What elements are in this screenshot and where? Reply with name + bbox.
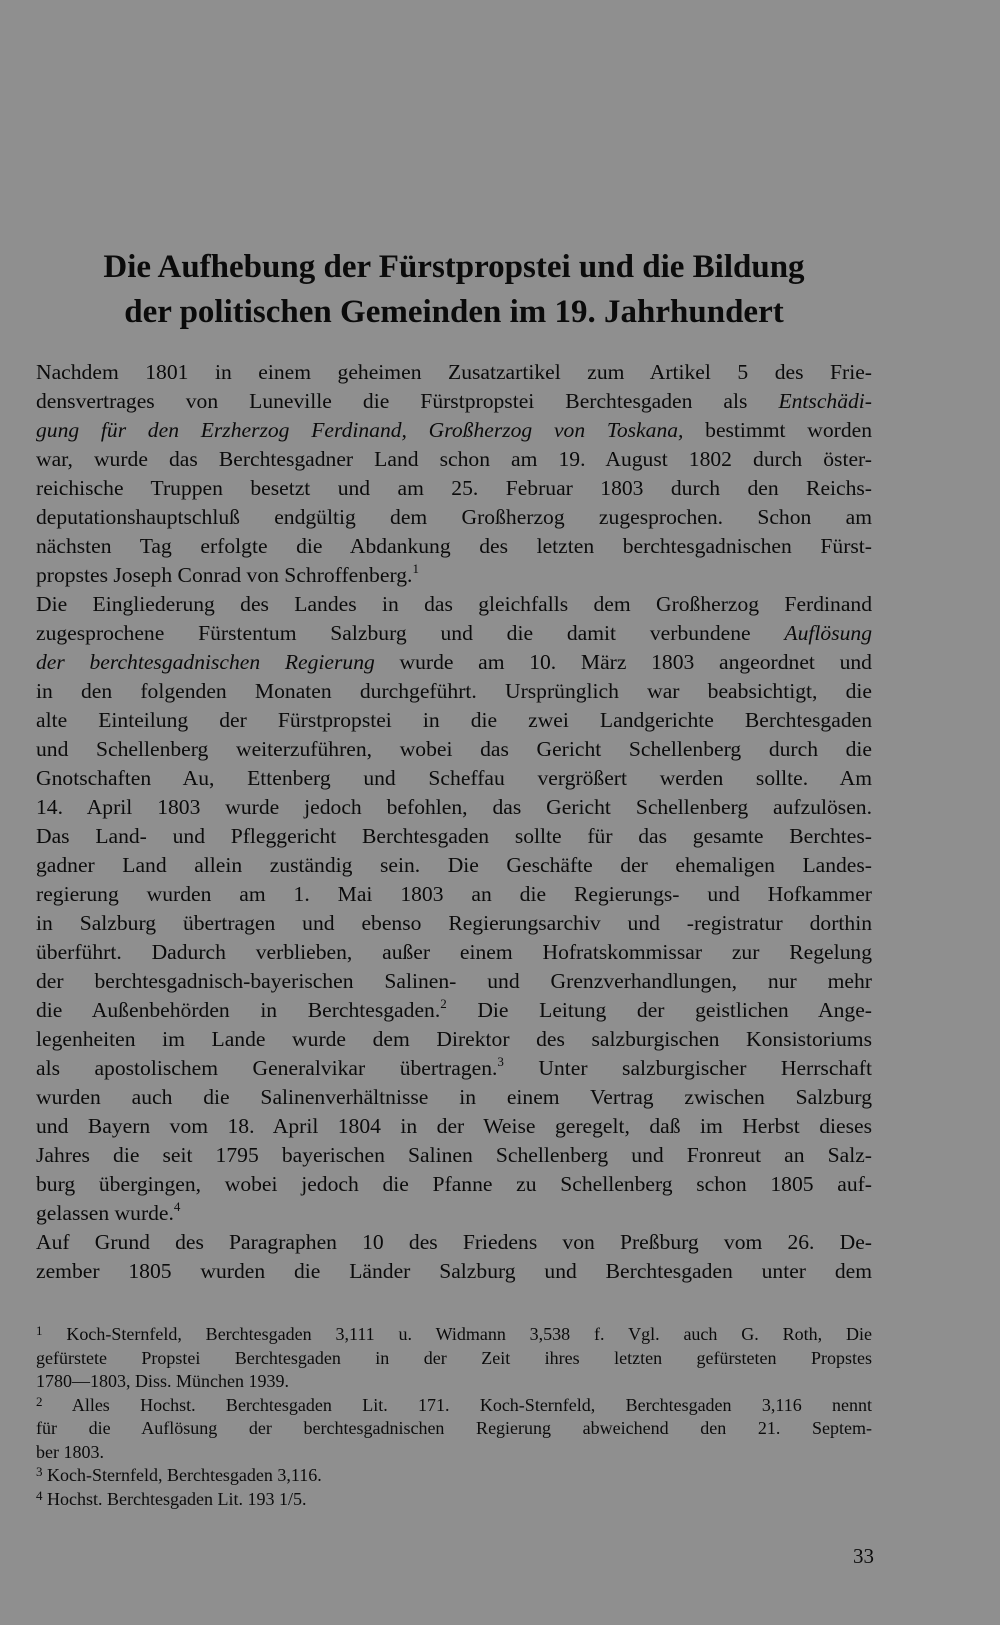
text-run: Alles Hochst. Berchtesgaden Lit. 171. Koch-Sternfeld, Berchtesgaden 3,116 nennt — [42, 1394, 872, 1415]
footnote-marker: 1 — [36, 1323, 43, 1338]
footnote-marker: 3 — [36, 1464, 43, 1479]
text-run: bestimmt worden — [683, 418, 872, 442]
body-text-line — [36, 967, 872, 996]
body-text-line — [36, 358, 872, 387]
text-run: reichische Truppen besetzt und am 25. Februar 1803 durch den Reichs- — [36, 476, 872, 500]
text-run: zember 1805 wurden die Länder Salzburg und Berchtesgaden unter dem — [36, 1259, 872, 1283]
text-run: Auf Grund des Paragraphen 10 des Friedens von Preßburg vom 26. De- — [36, 1230, 872, 1254]
text-run: alte Einteilung der Fürstpropstei in die zwei Landgerichte Berchtesgaden — [36, 708, 872, 732]
body-text-line — [36, 1083, 872, 1112]
text-run: wurde am 10. März 1803 angeordnet und — [374, 650, 872, 674]
body-text-line — [36, 503, 872, 532]
text-run: nächsten Tag erfolgte die Abdankung des letzten berchtesgadnischen Fürst- — [36, 534, 872, 558]
body-text-line — [36, 1257, 872, 1286]
body-text-line — [36, 706, 872, 735]
footnote-marker: 2 — [36, 1393, 43, 1409]
body-text-line — [36, 677, 872, 706]
text-run: in Salzburg übertragen und ebenso Regierungsarchiv und -registratur dorthin — [36, 911, 872, 935]
footnote-line — [36, 1464, 872, 1488]
text-run: gadner Land allein zuständig sein. Die Geschäfte der ehemaligen Landes- — [36, 853, 872, 877]
footnote-line — [36, 1347, 872, 1371]
italic-phrase: gung für den Erzherzog Ferdinand, Großherzog von Toskana, — [36, 418, 684, 442]
body-text-line — [36, 822, 872, 851]
text-run: 1780—1803, Diss. München 1939. — [36, 1371, 289, 1391]
body-text-line — [36, 619, 872, 648]
text-run: densvertrages von Luneville die Fürstpropstei Berchtesgaden als — [36, 389, 779, 413]
footnote-reference: 1 — [412, 561, 419, 576]
text-run: war, wurde das Berchtesgadner Land schon am 19. August 1802 durch öster- — [36, 447, 872, 471]
body-text-line — [36, 735, 872, 764]
body-text — [36, 358, 872, 1286]
text-run: wurden auch die Salinenverhältnisse in einem Vertrag zwischen Salzburg — [36, 1085, 872, 1109]
text-run: Das Land- und Pfleggericht Berchtesgaden sollte für das gesamte Berchtes- — [36, 824, 872, 848]
body-text-line — [36, 1228, 872, 1257]
body-text-line — [36, 474, 872, 503]
footnote-line — [36, 1417, 872, 1441]
text-run: deputationshauptschluß endgültig dem Großherzog zugesprochen. Schon am — [36, 505, 872, 529]
body-text-line — [36, 445, 872, 474]
page-number: 33 — [853, 1544, 874, 1568]
body-text-line — [36, 1112, 872, 1141]
body-text-line — [36, 532, 872, 561]
body-text-line — [36, 416, 872, 445]
footnote-line — [36, 1488, 872, 1512]
body-text-line — [36, 590, 872, 619]
text-run: für die Auflösung der berchtesgadnischen Regierung abweichend den 21. Septem- — [36, 1418, 872, 1438]
body-text-line — [36, 648, 872, 677]
body-text-line — [36, 1170, 872, 1199]
chapter-title — [36, 245, 872, 335]
body-text-line — [36, 764, 872, 793]
body-text-line — [36, 387, 872, 416]
text-run: legenheiten im Lande wurde dem Direktor des salzburgischen Konsistoriums — [36, 1027, 872, 1051]
text-run: burg übergingen, wobei jedoch die Pfanne zu Schellenberg schon 1805 auf- — [36, 1172, 872, 1196]
italic-phrase: Entschädi- — [778, 389, 872, 413]
italic-phrase: der berchtesgadnischen Regierung — [36, 650, 375, 674]
body-text-line — [36, 1199, 872, 1228]
body-text-line — [36, 880, 872, 909]
text-run: in den folgenden Monaten durchgeführt. Ursprünglich war beabsichtigt, die — [36, 679, 872, 703]
text-run: regierung wurden am 1. Mai 1803 an die Regierungs- und Hofkammer — [36, 882, 872, 906]
text-run: Hochst. Berchtesgaden Lit. 193 1/5. — [42, 1488, 307, 1509]
text-run: Nachdem 1801 in einem geheimen Zusatzartikel zum Artikel 5 des Frie- — [36, 360, 872, 384]
body-text-line — [36, 1141, 872, 1170]
text-run: Koch-Sternfeld, Berchtesgaden 3,111 u. Widmann 3,538 f. Vgl. auch G. Roth, Die — [42, 1324, 872, 1344]
body-text-line — [36, 851, 872, 880]
chapter-title-line-1: Die Aufhebung der Fürstpropstei und die Bildung — [103, 249, 805, 285]
text-run: Die Leitung der geistlichen Ange- — [446, 998, 872, 1022]
footnotes — [36, 1323, 872, 1511]
text-run: Unter salzburgischer Herrschaft — [503, 1056, 872, 1080]
text-run: und Schellenberg weiterzuführen, wobei das Gericht Schellenberg durch die — [36, 737, 872, 761]
footnote-line — [36, 1370, 872, 1394]
footnote-marker: 4 — [36, 1487, 43, 1503]
document-page — [36, 0, 872, 1625]
footnote-line — [36, 1323, 872, 1347]
body-text-line — [36, 938, 872, 967]
body-text-line — [36, 793, 872, 822]
footnote-reference: 4 — [173, 1199, 181, 1214]
body-text-line — [36, 1025, 872, 1054]
text-run: gefürstete Propstei Berchtesgaden in der Zeit ihres letzten gefürsteten Propstes — [36, 1347, 872, 1368]
text-run: überführt. Dadurch verblieben, außer einem Hofratskommissar zur Regelung — [36, 940, 872, 964]
footnote-reference: 2 — [440, 996, 447, 1011]
text-run: ber 1803. — [36, 1441, 104, 1462]
text-run: die Außenbehörden in Berchtesgaden. — [36, 998, 441, 1022]
text-run: Jahres die seit 1795 bayerischen Salinen Schellenberg und Fronreut an Salz- — [36, 1143, 872, 1167]
footnote-line — [36, 1441, 872, 1465]
footnote-reference: 3 — [497, 1054, 504, 1069]
body-text-line — [36, 1054, 872, 1083]
body-text-line — [36, 909, 872, 938]
text-run: gelassen wurde. — [36, 1201, 174, 1225]
text-run: Die Eingliederung des Landes in das gleichfalls dem Großherzog Ferdinand — [36, 592, 872, 616]
text-run: 14. April 1803 wurde jedoch befohlen, das Gericht Schellenberg aufzulösen. — [36, 795, 872, 819]
chapter-title-line-2: der politischen Gemeinden im 19. Jahrhundert — [124, 294, 784, 330]
text-run: als apostolischem Generalvikar übertragen. — [36, 1056, 498, 1080]
text-run: zugesprochene Fürstentum Salzburg und die damit verbundene — [36, 621, 785, 645]
text-run: Koch-Sternfeld, Berchtesgaden 3,116. — [42, 1465, 322, 1485]
italic-phrase: Auflösung — [784, 621, 872, 645]
body-text-line — [36, 561, 872, 590]
text-run: propstes Joseph Conrad von Schroffenberg. — [36, 563, 413, 587]
text-run: Gnotschaften Au, Ettenberg und Scheffau vergrößert werden sollte. Am — [36, 766, 872, 790]
body-text-line — [36, 996, 872, 1025]
text-run: und Bayern vom 18. April 1804 in der Weise geregelt, daß im Herbst dieses — [36, 1114, 872, 1138]
footnote-line — [36, 1394, 872, 1418]
text-run: der berchtesgadnisch-bayerischen Salinen- und Grenzverhandlungen, nur mehr — [36, 969, 872, 993]
